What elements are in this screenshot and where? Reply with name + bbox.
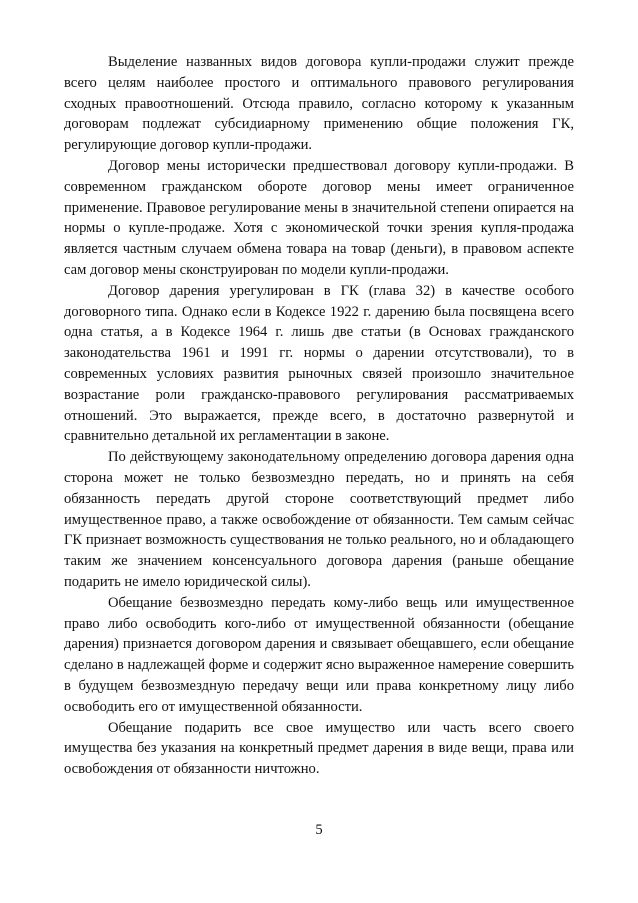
paragraph-6: Обещание подарить все свое имущество или часть всего своего имущества без указания на конкретный предмет дарения в виде вещи, права или освобождения от обязанности ничтожно. — [64, 719, 574, 778]
document-body — [64, 52, 574, 780]
paragraph-1: Выделение названных видов договора купли-продажи служит прежде всего целям наиболее простого и оптимального правового регулирования сходных правоотношений. Отсюда правило, согласно которому к указанным договорам подлежат субсидиарному применению общие положения ГК, регулирующие договор купли-продажи. — [64, 54, 574, 154]
paragraph-3: Договор дарения урегулирован в ГК (глава 32) в качестве особого договорного типа. Однако если в Кодексе 1922 г. дарению была посвящена всего одна статья, а в Кодексе 1964 г. лишь две статьи (в Основах гражданского законодательства 1961 и 1991 гг. нормы о дарении отсутствовали), то в современных условиях развития рыночных связей произошло значительное возрастание роли гражданско-правового регулирования рассматриваемых отношений. Это выражается, прежде всего, в достаточно развернутой и сравнительно детальной их регламентации в законе. — [64, 282, 574, 445]
paragraph-4: По действующему законодательному определению договора дарения одна сторона может не только безвозмездно передать, но и принять на себя обязанность передать другой стороне соответствующий предмет либо имущественное право, а также освобождение от обязанности. Тем самым сейчас ГК признает возможность существования не только реального, но и обладающего таким же значением консенсуального договора дарения (раньше обещание подарить не имело юридической силы). — [64, 449, 574, 590]
page-number: 5 — [315, 822, 323, 838]
paragraph-5: Обещание безвозмездно передать кому-либо вещь или имущественное право либо освободить кого-либо от имущественной обязанности (обещание дарения) признается договором дарения и связывает обещавшего, если обещание сделано в надлежащей форме и содержит ясно выраженное намерение совершить в будущем безвозмездную передачу вещи или права конкретному лицу либо освободить его от имущественной обязанности. — [64, 594, 574, 715]
paragraph-2: Договор мены исторически предшествовал договору купли-продажи. В современном гражданском обороте договор мены имеет ограниченное применение. Правовое регулирование мены в значительной степени опирается на нормы о купле-продаже. Хотя с экономической точки зрения купля-продажа является частным случаем обмена товара на товар (деньги), в правовом аспекте сам договор мены сконструирован по модели купли-продажи. — [64, 157, 574, 278]
